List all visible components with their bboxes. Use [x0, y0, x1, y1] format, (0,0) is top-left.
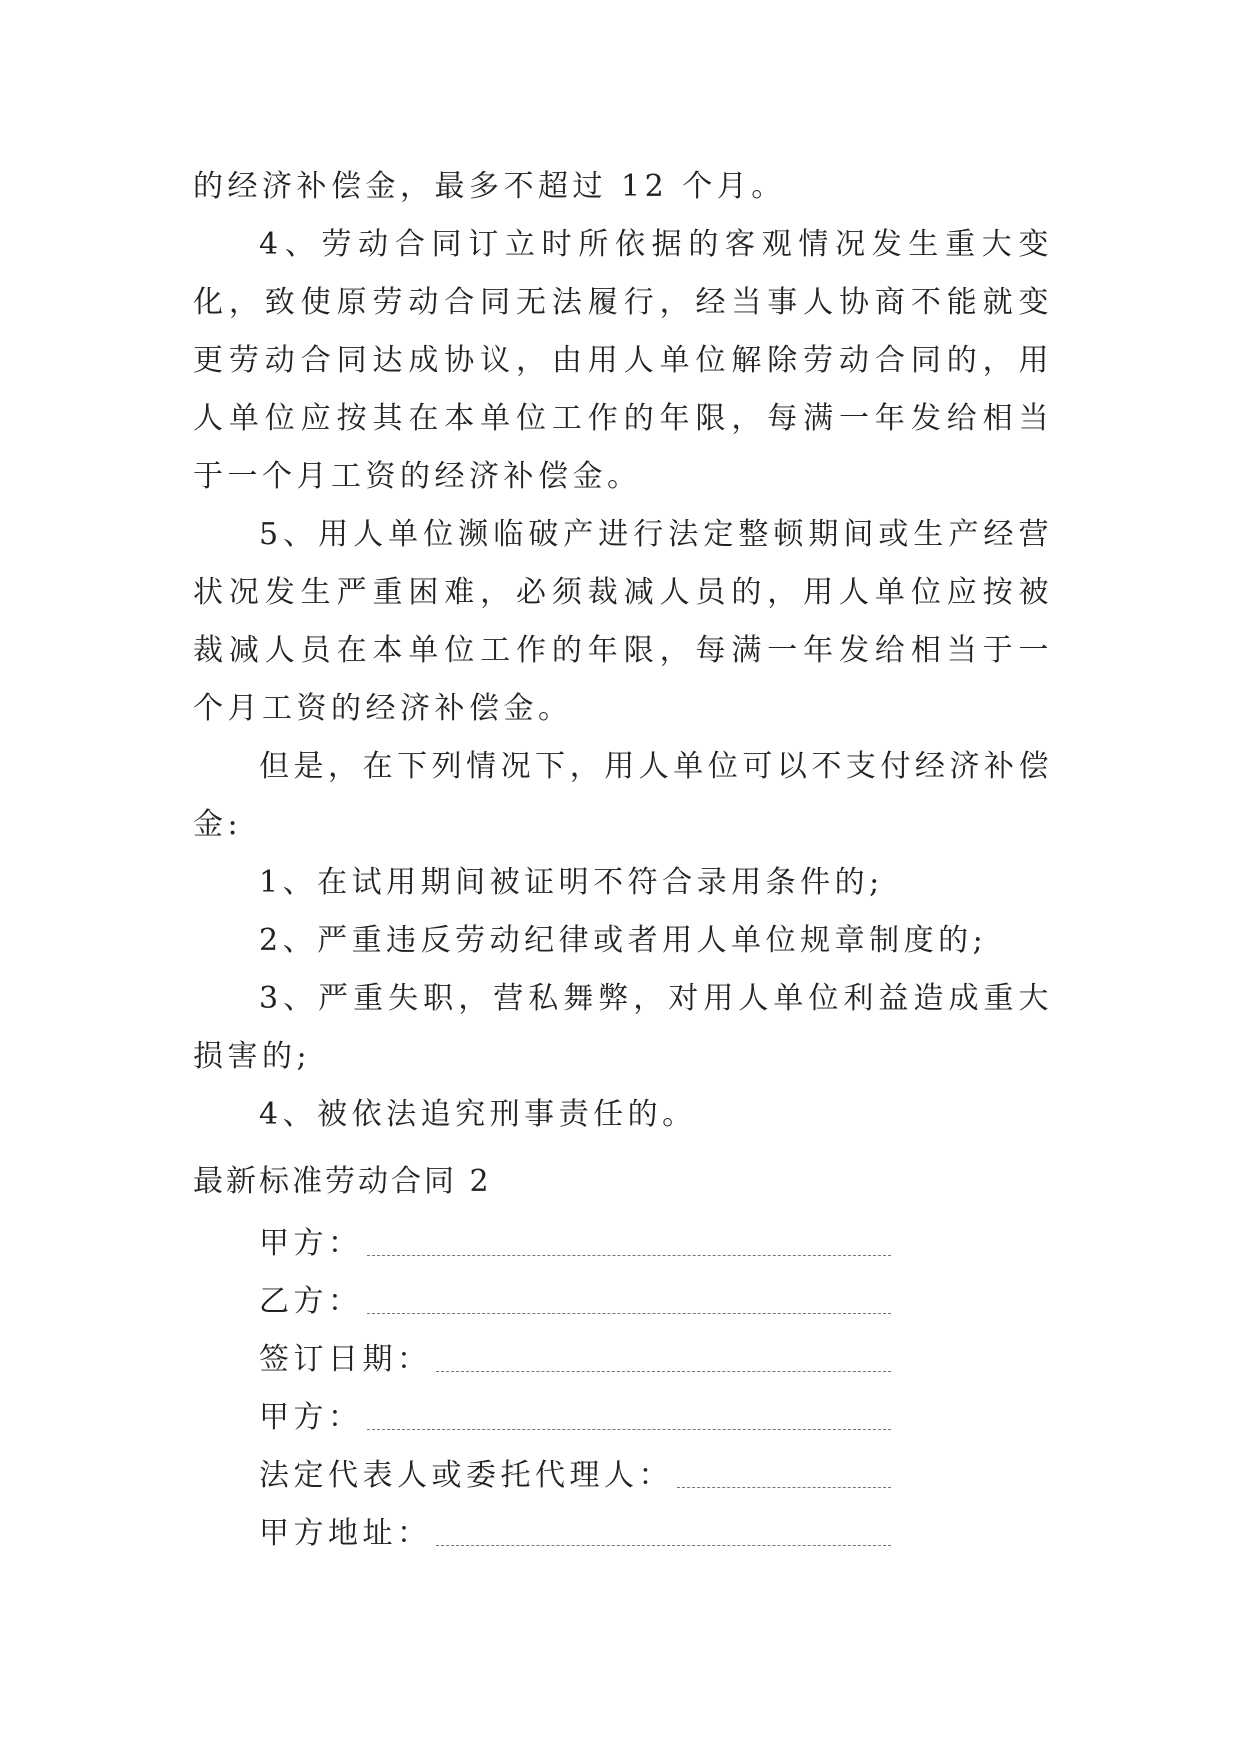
form-label: 乙方：	[259, 1284, 363, 1319]
paragraph: 4、劳动合同订立时所依据的客观情况发生重大变化，致使原劳动合同无法履行，经当事人协商不能就变更劳动合同达成协议，由用人单位解除劳动合同的，用人单位应按其在本单位工作的年限，每满一年发给相当于一个月工资的经济补偿金。	[193, 227, 1053, 494]
form-row-sign-date	[259, 1327, 899, 1385]
form-row-party-b	[259, 1269, 899, 1327]
party-b-blank[interactable]	[367, 1283, 892, 1314]
form-row-legal-rep	[259, 1443, 899, 1501]
form-label: 甲方地址：	[259, 1516, 432, 1551]
form-label: 甲方：	[259, 1226, 363, 1261]
paragraph: 4、被依法追究刑事责任的。	[259, 1097, 697, 1132]
paragraph: 的经济补偿金，最多不超过 12 个月。	[193, 169, 786, 204]
form-label: 法定代表人或委托代理人：	[259, 1458, 673, 1493]
contract-form	[259, 1211, 899, 1559]
body-text	[193, 158, 1053, 1144]
sign-date-blank[interactable]	[436, 1341, 892, 1372]
paragraph: 2、严重违反劳动纪律或者用人单位规章制度的;	[259, 923, 988, 958]
form-row-party-a-address	[259, 1501, 899, 1559]
form-row-party-a	[259, 1211, 899, 1269]
paragraph: 3、严重失职，营私舞弊，对用人单位利益造成重大损害的;	[193, 981, 1053, 1074]
form-row-party-a-2	[259, 1385, 899, 1443]
paragraph: 1、在试用期间被证明不符合录用条件的;	[259, 865, 884, 900]
section-title: 最新标准劳动合同 2	[193, 1164, 492, 1199]
party-a-blank[interactable]	[367, 1225, 892, 1256]
party-a-address-blank[interactable]	[436, 1515, 892, 1546]
form-label: 签订日期：	[259, 1342, 432, 1377]
paragraph: 但是，在下列情况下，用人单位可以不支付经济补偿金:	[193, 749, 1053, 842]
party-a-2-blank[interactable]	[367, 1399, 892, 1430]
paragraph: 5、用人单位濒临破产进行法定整顿期间或生产经营状况发生严重困难，必须裁减人员的，用人单位应按被裁减人员在本单位工作的年限，每满一年发给相当于一个月工资的经济补偿金。	[193, 517, 1053, 726]
legal-rep-blank[interactable]	[677, 1457, 891, 1488]
form-label: 甲方：	[259, 1400, 363, 1435]
